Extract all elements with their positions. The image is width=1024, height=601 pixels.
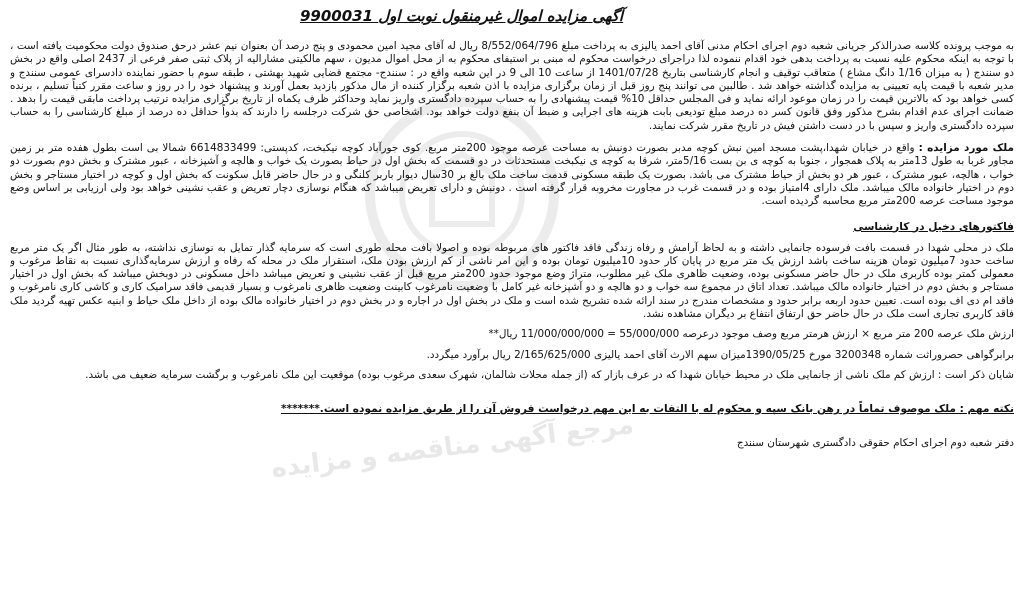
property-description: واقع در خیابان شهدا،پشت مسجد امین نبش کوچه مدبر بصورت دونبش به مساحت عرصه موجود 200متر مربع. کوی جورآباد کوچه نیکبخت، کدپستی: 6614833499 شمالا بی است بطول هفده متر بر زمین مجاور غربا به طول 13متر به پلاک همجوار ، جنوبا به کوچه ی بن بست 5/16متر، شرقا به کوچه ی نیکبخت مستحدثات در دو قسمت که بخش اول در حیاط بصورت یک خواب و هالچه و آشپزخانه ، عبور مشترک و بخش دوم بصورت دو خواب ، هالچه، عبور مشترک ، عبور هر دو بخش از حیاط مشترک می باشد. بصورت یک طبقه مسکونی قدمت ساخت ملک بالغ بر 30سال دیوار باربر کلنگی و در حال حاضر قابل سکونت که بخش اول و کوچه در اختیار مستاجر و بخش دوم در اختیار خانواده مالک میباشد. ملک دارای 4امتیاز بوده و در قسمت غرب در مجاورت مخروبه قرار گرفته است . دونبش و دارای تعریض میباشد که هنگام نوسازی دچار تعریض و عقب نشینی خواهد بود ولی ارزیابی بر اساس وضع موجود مساحت عرصه 200متر مربع محاسبه گردیده است.	[10, 142, 1014, 208]
title-row	[10, 6, 1014, 36]
auction-notice	[10, 6, 1014, 598]
important-note: نکته مهم : ملک موصوف تماماً در رهن بانک سپه و محکوم له با التفات به این مهم درخواست فروش آن را از طریق مزایده نموده است.*******	[281, 403, 1014, 416]
intro-paragraph: به موجب پرونده کلاسه صدرالذکر جریانی شعبه دوم اجرای احکام مدنی آقای احمد یالیزی به پرداخت مبلغ 8/552/064/796 ریال له آقای مجید امین محمودی و پنج درصد آن بعنوان نیم عشر درحق صندوق دولت محکومیت یافته است ، با توجه به اینکه محکوم علیه نسبت به پرداخت بدهی خود اقدام ننموده لذا دراجرای درخواست محکوم له مبنی بر استیفای محکوم به از محل اموال مدیون ، سهم مالکیتی مشاراليه از پلاک ثبتی صفر فرعی از 2437 اصلی واقع در بخش دو سنندج ( به میزان 1/16 دانگ مشاع ) متعاقب توقیف و انجام کارشناسی بتاریخ 1401/07/28 از ساعت 10 الی 9 در این شعبه واقع در : سنندج- مجتمع قضایی شهید بهشتی ، طبقه سوم با حضور نماینده دادسرای عمومی سنندج و مدیر شعبه با قیمت پایه تعیینی به مزایده گذاشته خواهد شد . طالبین می توانند پنج روز قبل از زمان برگزاری مزایده با اذن شعبه برگزار کننده از مال مذکور بازدید بعمل آورند و پیشنهاد خود را در روز و ساعت مقرر کتباً تسلیم ، برنده کسی خواهد بود که بالاترین قیمت را در زمان موعود ارائه نماید و فی المجلس حداقل 10% قیمت پیشنهادی را به حساب سپرده دادگستری واریز نماید وحداکثر ظرف یکماه از تاریخ برگزاری مزایده ترتیب پرداخت مابقی قیمت را بدهد . ضمانت اجرای عدم اقدام بشرح مذکور وفق قانون کسر ده درصد مبلغ تودیعی بابت هزینه های اجرایی و ضبط آن بنفع دولت خواهد بود. اشخاصی حق شرکت درجلسه را دارند که بدواً حداقل ده درصد از مبلغ کارشناسی را به حساب سپرده دادگستری واریز و سپس با در دست داشتن فیش در تاریخ مقرر شرکت نمایند.	[10, 40, 1014, 132]
remark-line: شایان ذکر است : ارزش کم ملک ناشی از جانمایی ملک در محیط خیابان شهدا که در عرف بازار که (از جمله محلات شالمان، شهرک سعدی مرغوب بوده) موقعیت این ملک نامرغوب و برگشت سرمایه ضعیف می باشد.	[85, 368, 1014, 381]
valuation-line: ارزش ملک عرصه 200 متر مربع × ارزش هرمتر مربع وصف موجود درعرصه 55/000/000 = 11/000/000/000 ریال**	[488, 328, 1014, 341]
property-label: ملک مورد مزایده :	[918, 142, 1014, 155]
inheritance-share-line: برابرگواهی حصروراثت شماره 3200348 مورخ 1390/05/25میزان سهم الارث آقای احمد یالیزی 2/165/625/000 ریال برآورد میگردد.	[426, 348, 1014, 361]
watermark-text: مرجع آگهی مناقصه و مزایده	[269, 409, 636, 485]
office-signature: دفتر شعبه دوم اجرای احکام حقوقی دادگستری شهرستان سنندج	[736, 437, 1014, 450]
factors-heading: فاکتورهای دخیل در کارشناسی	[853, 220, 1014, 233]
factors-paragraph: ملک در محلی شهدا در قسمت بافت فرسوده جانمایی داشته و به لحاظ آرامش و رفاه زندگی فاقد فاکتور های مربوطه بوده و اصولا بافت محله طوری است که سرمایه گذار تمایل به نوسازی نداشته، به طور مثال اگر یک متر مربع ساخت حدود 7میلیون تومان هزینه ساخت باشد ارزش یک متر مربع در پایان کار حدود 10میلیون تومان بوده و این امر ناشی از کم ارزش بودن ملک، استقرار ملک در محله که رفاه و ارزش سرمایه‌گذاری نسبت به نقاط مرغوب و معمولی کمتر بوده کاربری ملک در حال حاضر مسکونی بوده، وضعیت ظاهری ملک غیر مطلوب، متراژ وضع موجود حدود 200متر مربع قبل از عقب نشینی و تعریض میباشد داخل مسکونی در دوبخش میباشد که بخش اول در اختیار مستاجر و بخش دوم در اختیار خانواده مالک میباشد. تعداد اتاق در مجموع سه خواب و دو هالچه و دو آشپزخانه غیر کامل با وضعیت نامرغوب کابینت وضعیت ظاهری نامرغوب و بسیار قدیمی فاقد سرامیک کاری و کاشی کاری نامرغوب و فاقد ام دی اف بوده است. تعیین حدود اربعه برابر حدود و مشخصات مندرج در سند ارائه شده تشریح شده است و ملک در بخش اول در اجاره و در بخش دوم در اختیار خانواده مالک بوده از داخل ملک حیاط و ابنیه عکس تهیه گردید ملک فاقد کاربری تجاری است ملک در حال حاضر حق ارتفاق انتفاع بر دیگران مشاهده نشد.	[10, 241, 1014, 321]
notice-title: 9900031 آگهی مزایده اموال غیرمنقول نوبت اول	[300, 7, 624, 25]
property-paragraph	[10, 142, 1014, 208]
